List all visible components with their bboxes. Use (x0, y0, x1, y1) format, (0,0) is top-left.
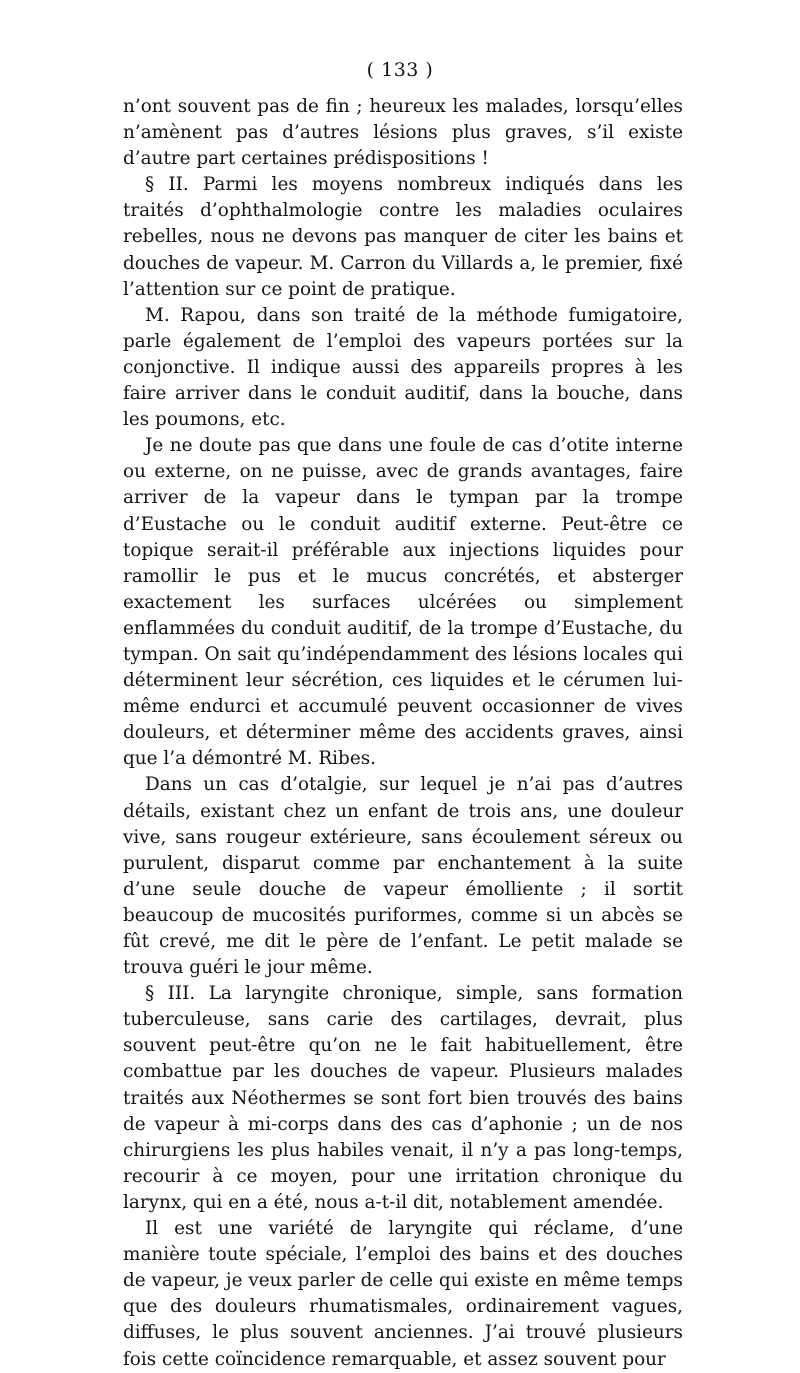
paragraph-continuation: n’ont souvent pas de fin ; heureux les malades, lorsqu’elles n’amènent pas d’autres lésions plus graves, s’il existe d’autre part certaines prédispositions ! (123, 96, 683, 170)
body-text (123, 94, 683, 1373)
page-number: ( 133 ) (366, 59, 434, 81)
paragraph-laryngite: Il est une variété de laryngite qui réclame, d’une manière toute spéciale, l’emploi des bains et des douches de vapeur, je veux parler de celle qui existe en même temps que des douleurs rhumatismales, ordinairement vagues, diffuses, le plus souvent anciennes. J’ai trouvé plusieurs fois cette coïncidence remarquable, et assez souvent pour (123, 1218, 683, 1370)
paragraph-rapou: M. Rapou, dans son traité de la méthode fumigatoire, parle également de l’emploi des vapeurs portées sur la conjonctive. Il indique aussi des appareils propres à les faire arriver dans le conduit auditif, dans la bouche, dans les poumons, etc. (123, 304, 683, 431)
paragraph-otite: Je ne doute pas que dans une foule de cas d’otite interne ou externe, on ne puisse, avec de grands avantages, faire arriver de la vapeur dans le tympan par la trompe d’Eustache ou le conduit auditif externe. Peut-être ce topique serait-il préférable aux injections liquides pour ramollir le pus et le mucus concrétés, et absterger exactement les surfaces ulcérées ou simplement enflammées du conduit auditif, de la trompe d’Eustache, du tympan. On sait qu’indépendamment des lésions locales qui déterminent leur sécrétion, ces liquides et le cérumen lui-même endurci et accumulé peuvent occasionner de vives douleurs, et déterminer même des accidents graves, ainsi que l’a démontré M. Ribes. (123, 435, 683, 770)
paragraph-section-2: § II. Parmi les moyens nombreux indiqués dans les traités d’ophthalmologie contre les maladies oculaires rebelles, nous ne devons pas manquer de citer les bains et douches de vapeur. M. Carron du Villards a, le premier, fixé l’attention sur ce point de pratique. (123, 174, 683, 300)
paragraph-section-3: § III. La laryngite chronique, simple, sans formation tuberculeuse, sans carie des cartilages, devrait, plus souvent peut-être qu’on ne le fait habituellement, être combattue par les douches de vapeur. Plusieurs malades traités aux Néothermes se sont fort bien trouvés des bains de vapeur à mi-corps dans des cas d’aphonie ; un de nos chirurgiens les plus habiles venait, il n’y a pas long-temps, recourir à ce moyen, pour une irritation chronique du larynx, qui en a été, nous a-t-il dit, notablement amendée. (123, 983, 683, 1213)
paragraph-otalgie: Dans un cas d’otalgie, sur lequel je n’ai pas d’autres détails, existant chez un enfant de trois ans, une douleur vive, sans rougeur extérieure, sans écoulement séreux ou purulent, disparut comme par enchantement à la suite d’une seule douche de vapeur émolliente ; il sortit beaucoup de mucosités puriformes, comme si un abcès se fût crevé, me dit le père de l’enfant. Le petit malade se trouva guéri le jour même. (123, 774, 683, 979)
